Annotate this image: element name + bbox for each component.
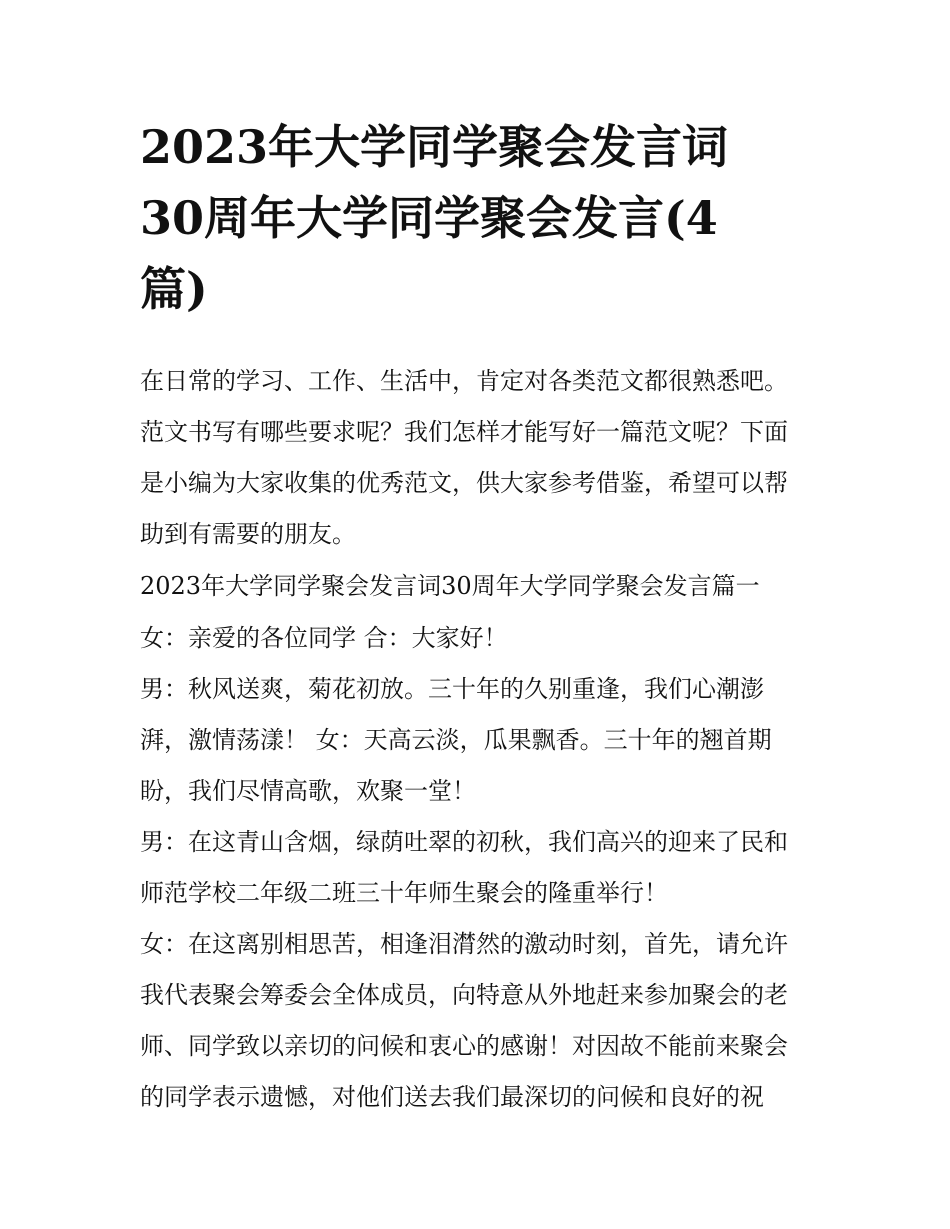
document-body — [140, 356, 820, 1123]
body-line-9: 盼，我们尽情高歌，欢聚一堂！ — [140, 777, 476, 805]
body-line-14: 师、同学致以亲切的问候和衷心的感谢！对因故不能前来聚会 — [140, 1032, 788, 1060]
title-line-2: 30周年大学同学聚会发言(4 — [140, 191, 718, 245]
title-line-1: 2023年大学同学聚会发言词 — [140, 120, 729, 174]
body-line-2: 范文书写有哪些要求呢？我们怎样才能写好一篇范文呢？下面 — [140, 418, 788, 446]
body-line-10: 男：在这青山含烟，绿荫吐翠的初秋，我们高兴的迎来了民和 — [140, 828, 788, 856]
section-heading: 2023年大学同学聚会发言词30周年大学同学聚会发言篇一 — [140, 572, 760, 600]
body-line-7: 男：秋风送爽，菊花初放。三十年的久别重逢，我们心潮澎 — [140, 675, 764, 703]
body-line-13: 我代表聚会筹委会全体成员，向特意从外地赶来参加聚会的老 — [140, 981, 788, 1009]
body-line-12: 女：在这离别相思苦，相逢泪潸然的激动时刻，首先，请允许 — [140, 930, 788, 958]
body-line-8: 湃，激情荡漾！ 女：天高云淡，瓜果飘香。三十年的翘首期 — [140, 726, 772, 754]
body-line-11: 师范学校二年级二班三十年师生聚会的隆重举行！ — [140, 879, 668, 907]
document-title — [140, 118, 820, 331]
title-line-3: 篇) — [140, 262, 208, 316]
body-line-6: 女：亲爱的各位同学 合：大家好！ — [140, 624, 508, 652]
body-line-15: 的同学表示遗憾，对他们送去我们最深切的问候和良好的祝 — [140, 1083, 764, 1111]
body-line-1: 在日常的学习、工作、生活中，肯定对各类范文都很熟悉吧。 — [140, 367, 788, 395]
body-line-3: 是小编为大家收集的优秀范文，供大家参考借鉴，希望可以帮 — [140, 469, 788, 497]
body-line-4: 助到有需要的朋友。 — [140, 520, 356, 548]
